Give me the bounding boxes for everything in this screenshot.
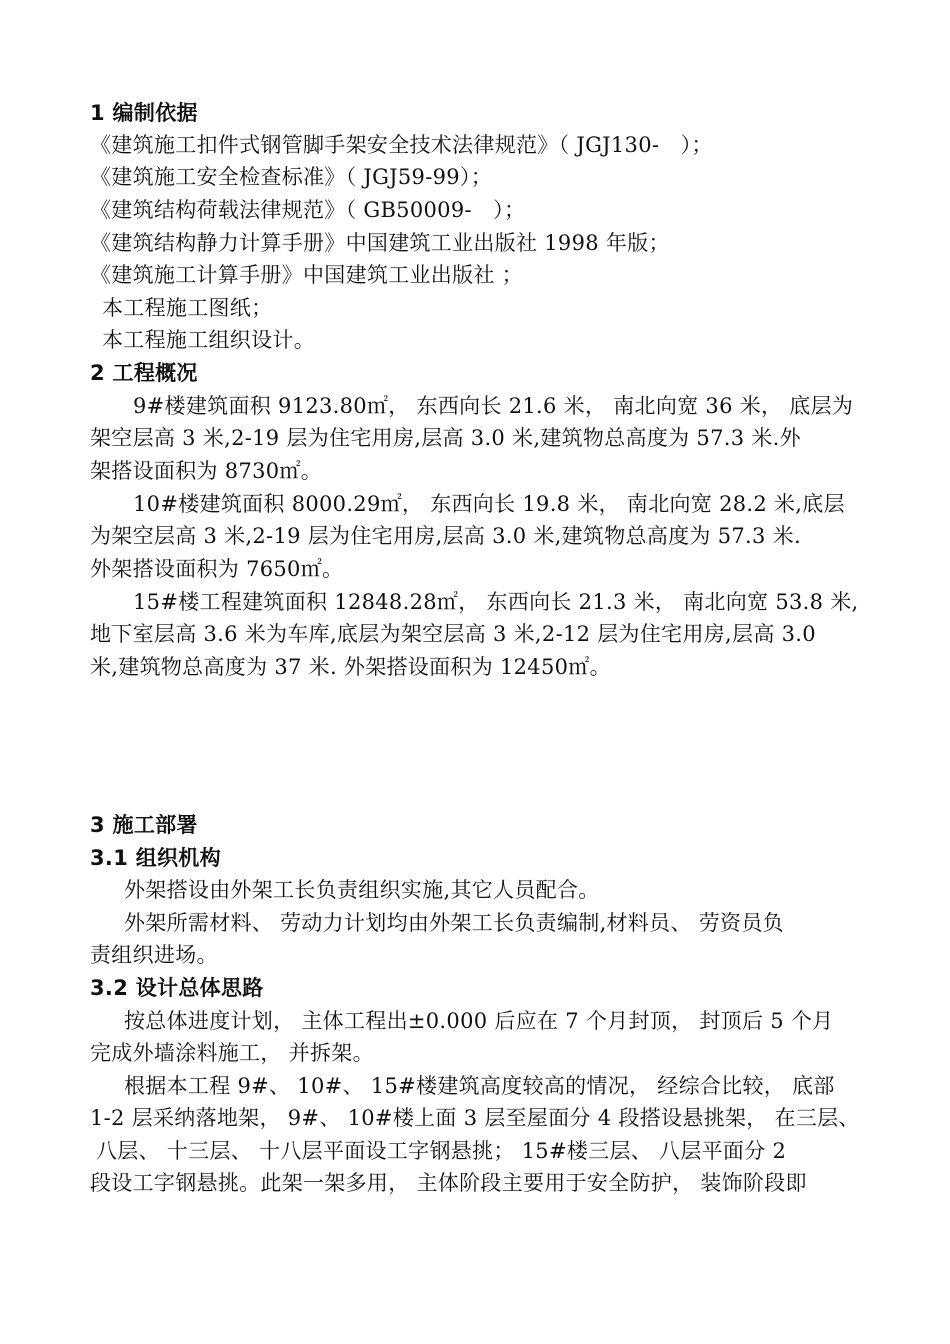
paragraph-line: 10#楼建筑面积 8000.29㎡， 东西向长 19.8 米， 南北向宽 28.2 米,底层 — [133, 492, 845, 516]
section-1-heading: 1 编制依据 — [90, 101, 198, 125]
paragraph-line: 外架搭设面积为 7650㎡。 — [90, 557, 344, 581]
paragraph-line: 外架所需材料、 劳动力计划均由外架工长负责编制,材料员、 劳资员负 — [124, 911, 784, 935]
paragraph-line: 根据本工程 9#、 10#、 15#楼建筑高度较高的情况， 经综合比较， 底部 — [124, 1074, 835, 1098]
paragraph-line: 架空层高 3 米,2-19 层为住宅用房,层高 3.0 米,建筑物总高度为 57.3 米.外 — [90, 426, 801, 450]
section-2-heading: 2 工程概况 — [90, 361, 198, 385]
reference-line: 《建筑施工计算手册》中国建筑工业出版社 ； — [90, 263, 523, 287]
reference-line: 《建筑施工扣件式钢管脚手架安全技术法律规范》（ JGJ130- ）； — [90, 133, 713, 157]
paragraph-line: 为架空层高 3 米,2-19 层为住宅用房,层高 3.0 米,建筑物总高度为 57.3 米. — [90, 524, 801, 548]
paragraph-line: 地下室层高 3.6 米为车库,底层为架空层高 3 米,2-12 层为住宅用房,层高 3.0 — [90, 622, 816, 646]
paragraph-line: 1-2 层采纳落地架， 9#、 10#楼上面 3 层至屋面分 4 段搭设悬挑架， 在三层、 — [90, 1106, 860, 1130]
section-3-heading: 3 施工部署 — [90, 813, 198, 837]
reference-line: 本工程施工图纸； — [102, 296, 273, 320]
paragraph-line: 完成外墙涂料施工， 并拆架。 — [90, 1041, 374, 1065]
reference-line: 《建筑结构静力计算手册》中国建筑工业出版社 1998 年版； — [90, 231, 670, 255]
paragraph-line: 按总体进度计划， 主体工程出±0.000 后应在 7 个月封顶， 封顶后 5 个月 — [124, 1009, 834, 1033]
paragraph-line: 外架搭设由外架工长负责组织实施,其它人员配合。 — [124, 878, 600, 902]
paragraph-line: 八层、 十三层、 十八层平面设工字钢悬挑； 15#楼三层、 八层平面分 2 — [96, 1139, 787, 1163]
paragraph-line: 段设工字钢悬挑。此架一架多用， 主体阶段主要用于安全防护， 装饰阶段即 — [90, 1171, 807, 1195]
section-3-1-heading: 3.1 组织机构 — [90, 846, 221, 870]
reference-line: 《建筑施工安全检查标准》（ JGJ59-99）； — [90, 165, 493, 189]
paragraph-line: 架搭设面积为 8730㎡。 — [90, 459, 323, 483]
section-3-2-heading: 3.2 设计总体思路 — [90, 976, 264, 1000]
paragraph-line: 米,建筑物总高度为 37 米. 外架搭设面积为 12450㎡。 — [90, 655, 611, 679]
reference-line: 本工程施工组织设计。 — [102, 328, 315, 352]
paragraph-line: 9#楼建筑面积 9123.80㎡， 东西向长 21.6 米， 南北向宽 36 米， 底层为 — [133, 394, 854, 418]
reference-line: 《建筑结构荷载法律规范》（ GB50009- ）； — [90, 198, 526, 222]
paragraph-line: 15#楼工程建筑面积 12848.28㎡， 东西向长 21.3 米， 南北向宽 53.8 米, — [133, 590, 859, 614]
paragraph-line: 责组织进场。 — [90, 943, 218, 967]
